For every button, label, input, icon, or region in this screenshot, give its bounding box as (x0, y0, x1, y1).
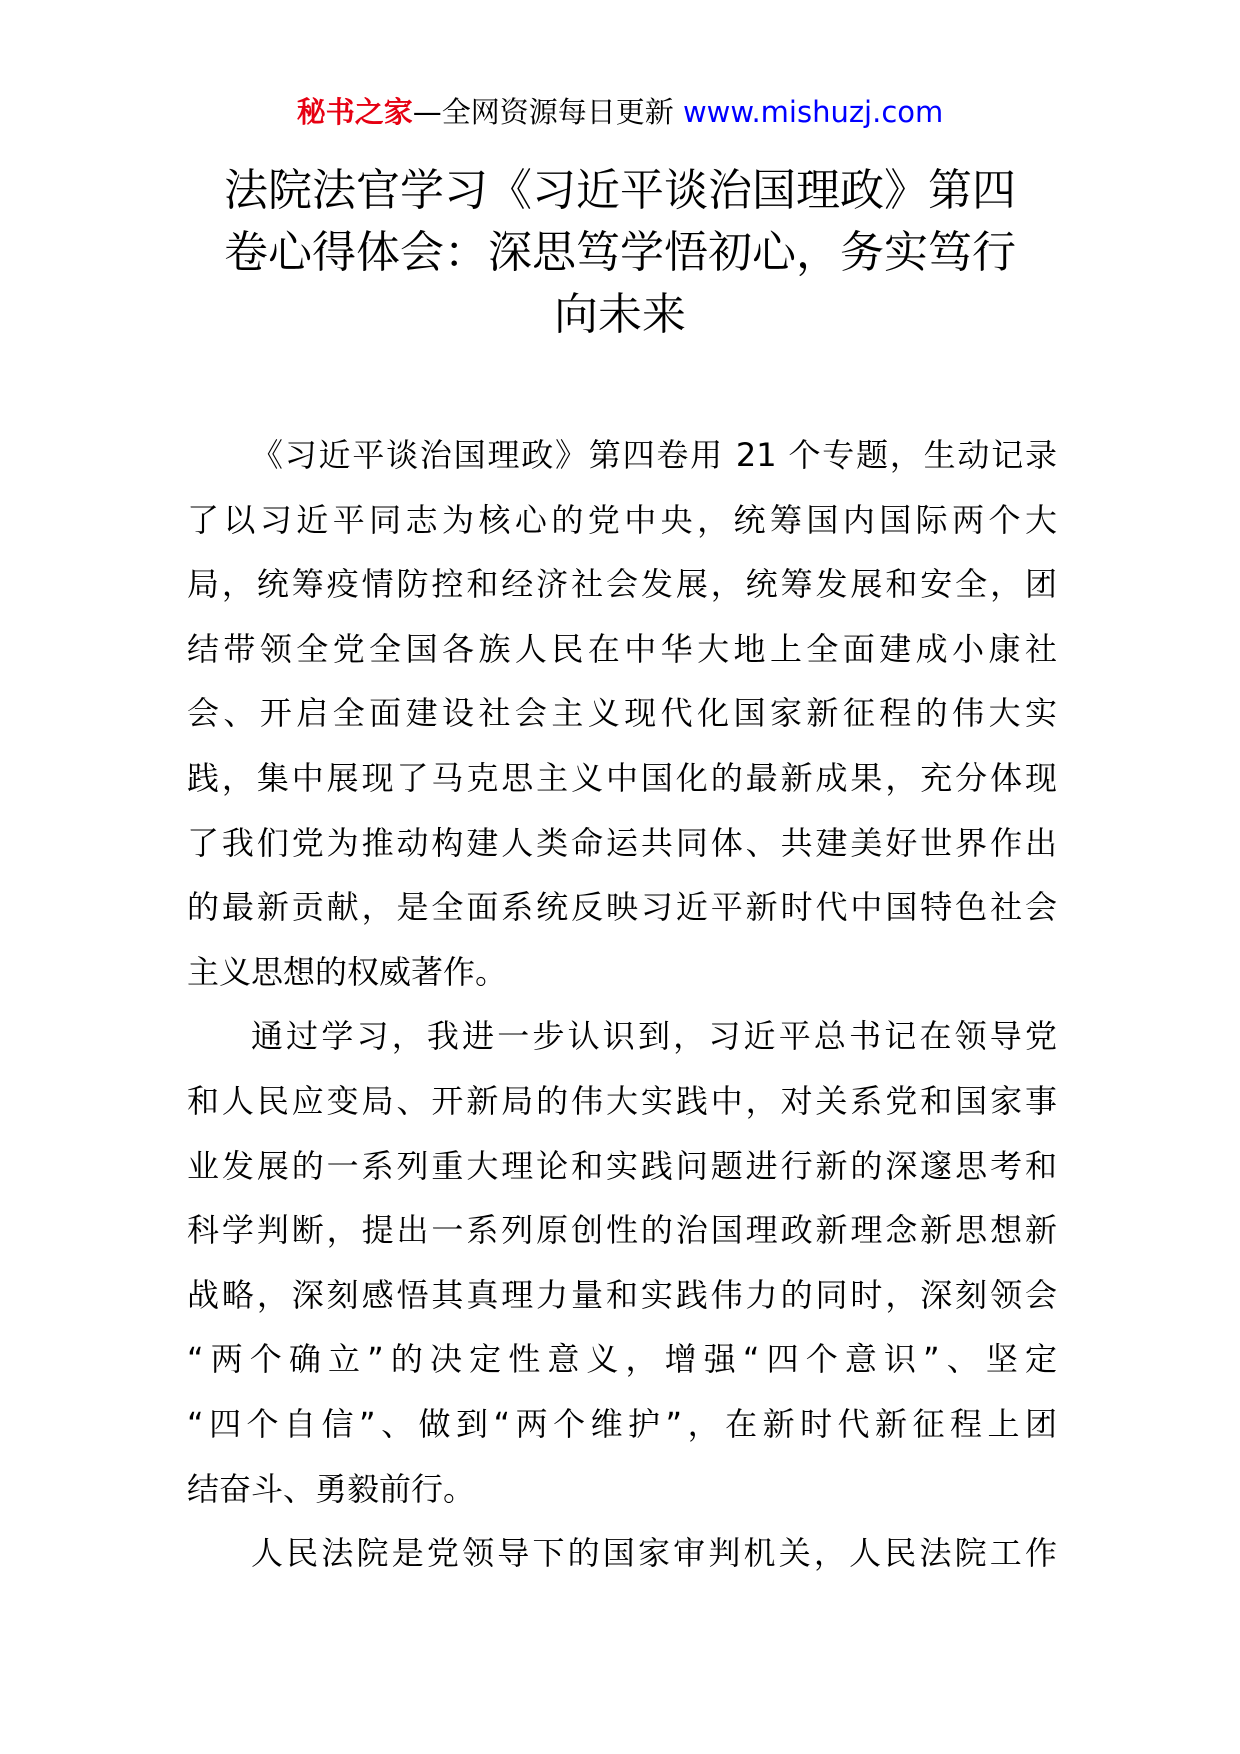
document-body (187, 423, 1057, 1586)
paragraph-2-line: 业发展的一系列重大理论和实践问题进行新的深邃思考和 (187, 1146, 1057, 1185)
paragraph-1-line: 局，统筹疫情防控和经济社会发展，统筹发展和安全，团 (187, 565, 1057, 604)
paragraph-1-line: 践，集中展现了马克思主义中国化的最新成果，充分体现 (187, 758, 1057, 797)
paragraph-1-line: 主义思想的权威著作。 (187, 952, 508, 991)
site-brand: 秘书之家 (296, 95, 413, 129)
paragraph-1-line: 了我们党为推动构建人类命运共同体、共建美好世界作出 (187, 823, 1057, 862)
paragraph-2-line: 结奋斗、勇毅前行。 (187, 1469, 476, 1508)
paragraph-1-line: 了以习近平同志为核心的党中央，统筹国内国际两个大 (187, 500, 1057, 539)
paragraph-1-line: 会、开启全面建设社会主义现代化国家新征程的伟大实 (187, 694, 1057, 733)
paragraph-1-line: 《习近平谈治国理政》第四卷用 21 个专题，生动记录 (251, 436, 1057, 474)
paragraph-3-line: 人民法院是党领导下的国家审判机关，人民法院工作 (251, 1534, 1057, 1573)
site-header (0, 94, 1240, 130)
title-line: 法院法官学习《习近平谈治国理政》第四 (224, 165, 1016, 216)
paragraph-2-line: 战略，深刻感悟其真理力量和实践伟力的同时，深刻领会 (187, 1275, 1057, 1314)
paragraph-2-line: 科学判断，提出一系列原创性的治国理政新理念新思想新 (187, 1211, 1057, 1250)
paragraph-2-line: 通过学习，我进一步认识到，习近平总书记在领导党 (251, 1017, 1057, 1056)
paragraph-2-line: 和人民应变局、开新局的伟大实践中，对关系党和国家事 (187, 1081, 1057, 1120)
title-line: 卷心得体会：深思笃学悟初心，务实笃行 (224, 227, 1016, 278)
site-tagline: —全网资源每日更新 (412, 95, 683, 129)
document-title (185, 160, 1055, 346)
paragraph-1-line: 结带领全党全国各族人民在中华大地上全面建成小康社 (187, 629, 1057, 668)
paragraph-2-line: “四个自信”、做到“两个维护”，在新时代新征程上团 (187, 1404, 1057, 1443)
paragraph-1-line: 的最新贡献，是全面系统反映习近平新时代中国特色社会 (187, 888, 1057, 927)
title-line: 向未来 (554, 289, 686, 340)
site-url-link[interactable]: www.mishuzj.com (682, 95, 944, 129)
paragraph-2-line: “两个确立”的决定性意义，增强“四个意识”、坚定 (187, 1340, 1057, 1379)
